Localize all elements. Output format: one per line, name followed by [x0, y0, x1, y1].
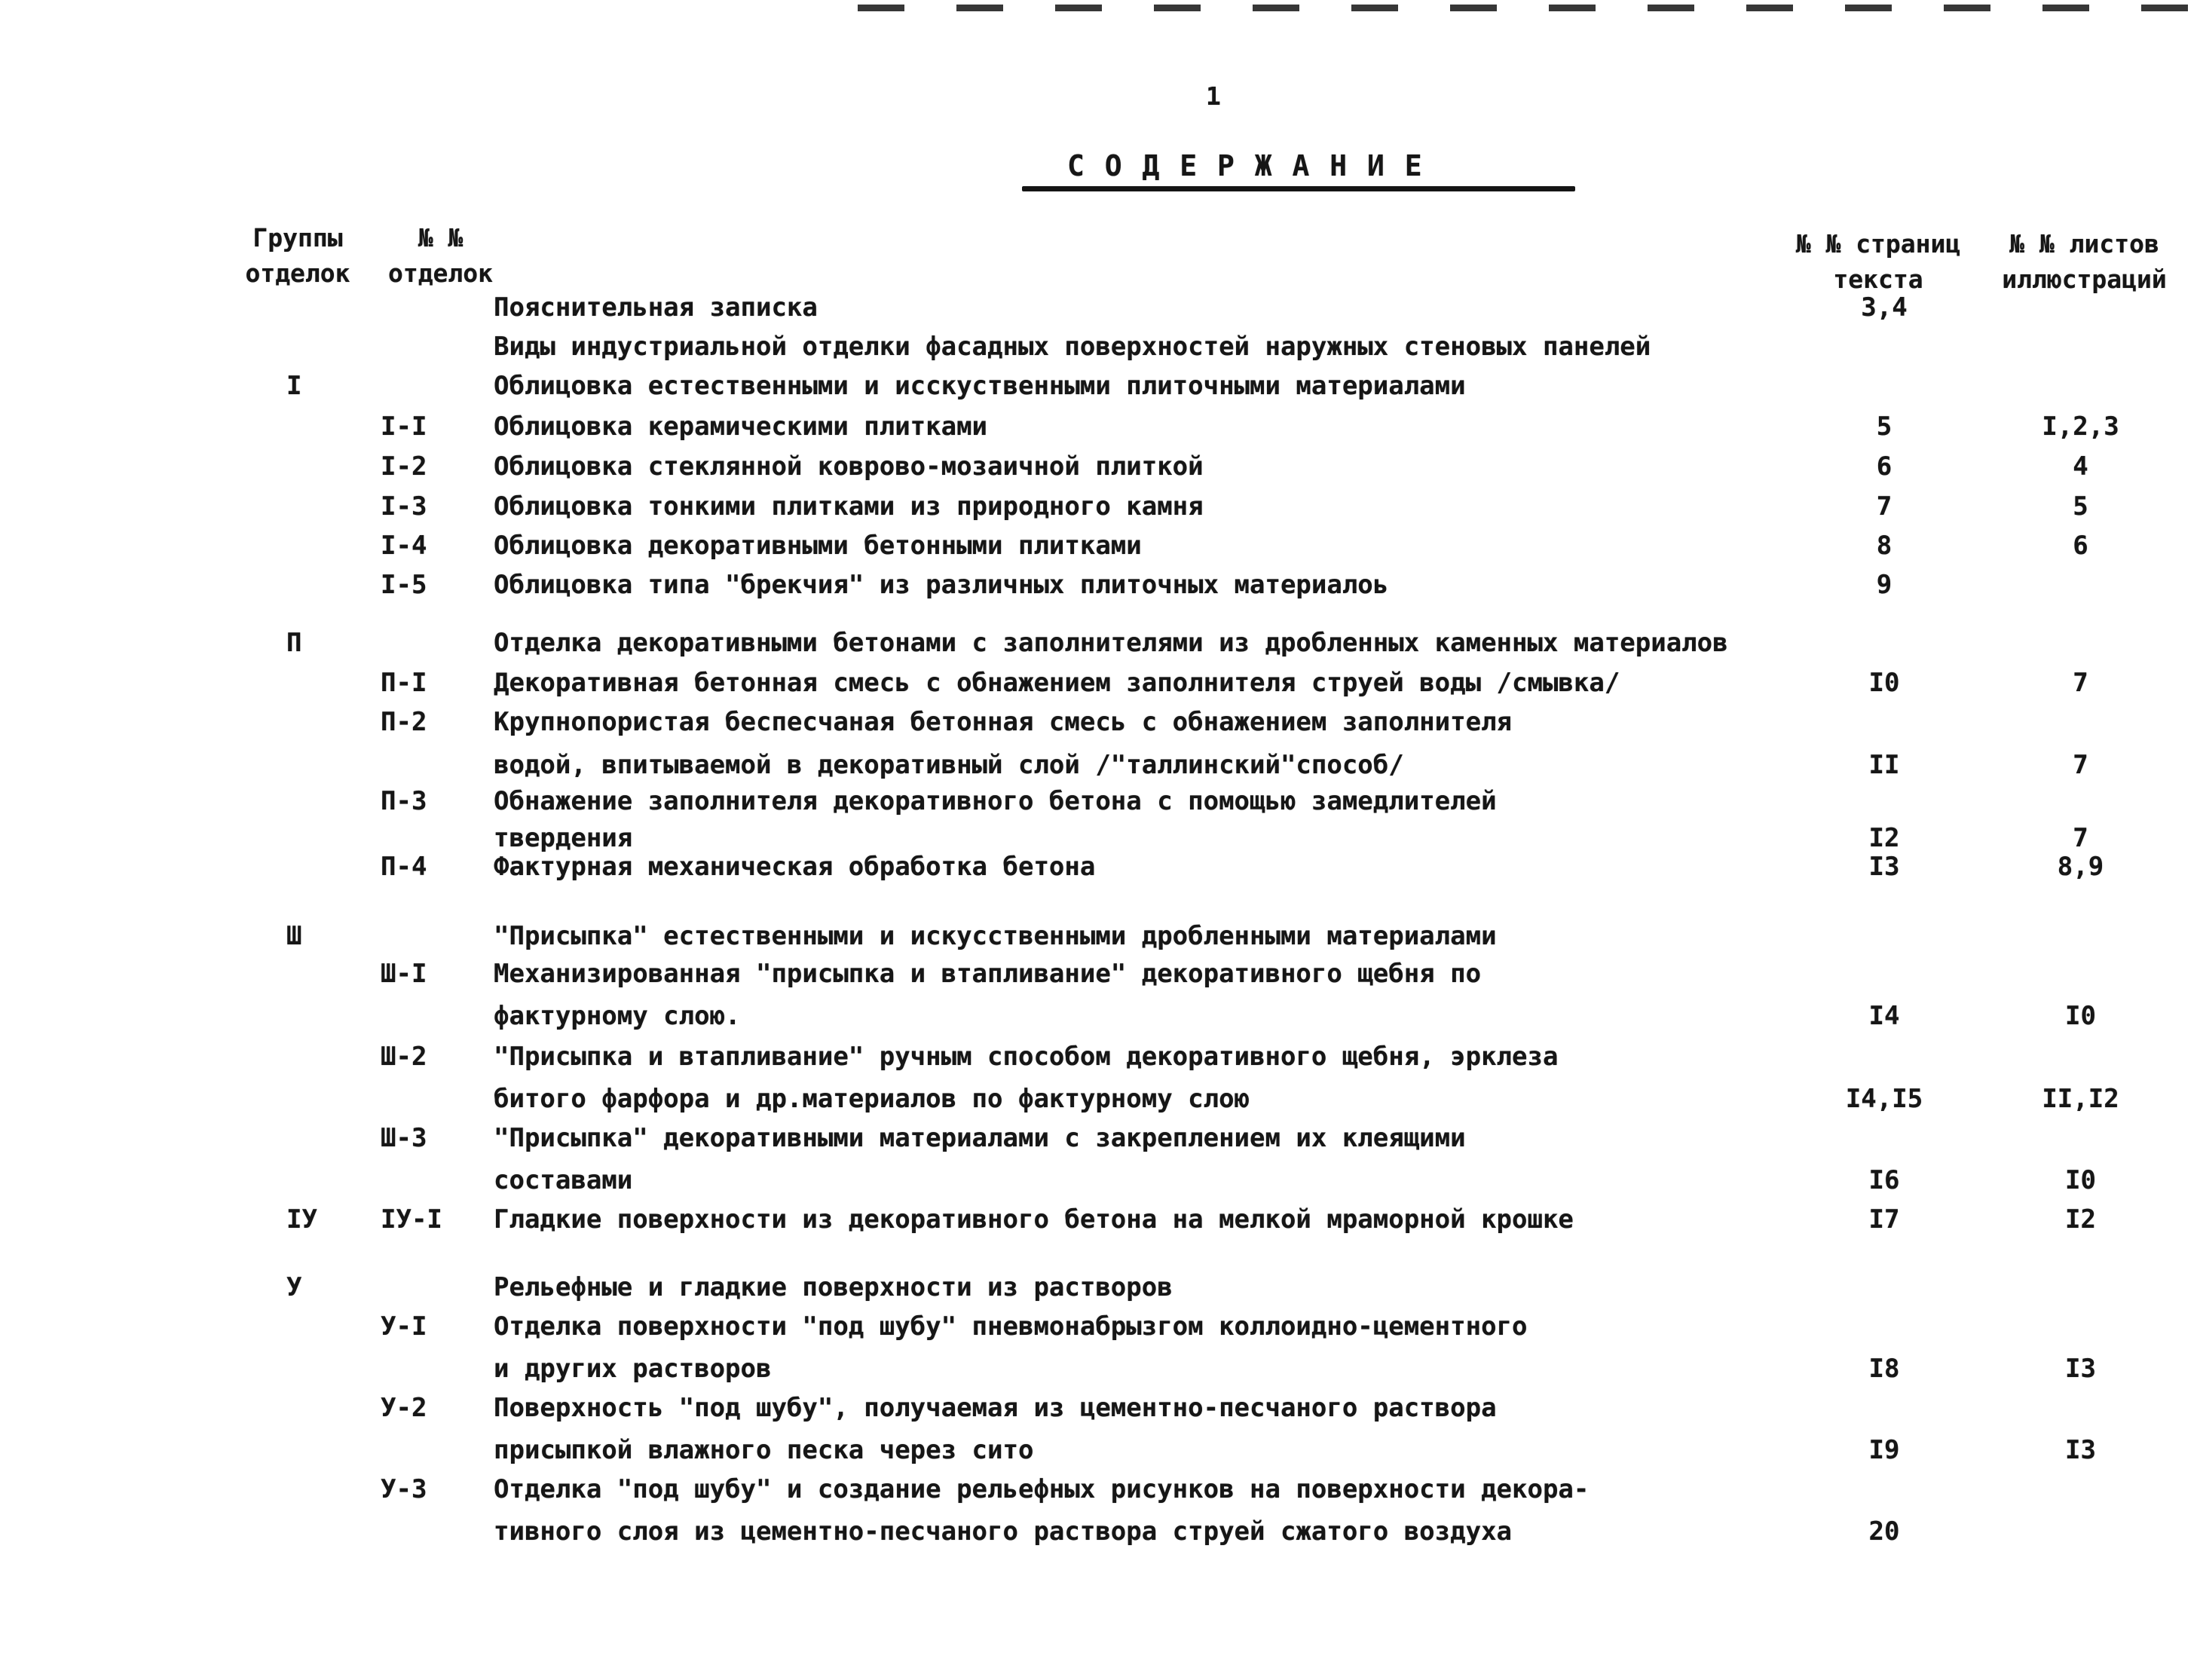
text-pages-cell: 5 — [1876, 412, 1892, 442]
description-cell: Декоративная бетонная смесь с обнажением заполнителя струей воды /смывка/ — [494, 668, 1620, 698]
group-cell: У — [286, 1272, 302, 1302]
text-pages-cell: I7 — [1868, 1204, 1900, 1235]
description-cell: Отделка поверхности "под шубу" пневмонабрызгом коллоидно-цементного — [494, 1311, 1528, 1342]
toc-line — [0, 1001, 2200, 1036]
code-cell: Ш-3 — [381, 1123, 427, 1153]
toc-line — [0, 1123, 2200, 1158]
toc-line — [0, 786, 2200, 821]
toc-line — [0, 1204, 2200, 1239]
description-cell: Фактурная механическая обработка бетона — [494, 852, 1096, 882]
text-pages-cell: I3 — [1868, 852, 1900, 882]
text-pages-cell: 3,4 — [1861, 292, 1908, 323]
illustration-sheets-cell: I0 — [2065, 1001, 2096, 1031]
description-cell: Поверхность "под шубу", получаемая из цементно-песчаного раствора — [494, 1393, 1497, 1423]
text-pages-cell: I4,I5 — [1845, 1084, 1923, 1114]
toc-line — [0, 1042, 2200, 1076]
code-cell: I-2 — [381, 451, 427, 482]
toc-line — [0, 1272, 2200, 1307]
code-cell: П-4 — [381, 852, 427, 882]
code-cell: I-I — [381, 412, 427, 442]
toc-line — [0, 1393, 2200, 1428]
description-cell: Облицовка тонкими плитками из природного камня — [494, 491, 1204, 522]
description-cell: фактурному слою. — [494, 1001, 741, 1031]
toc-line — [0, 852, 2200, 886]
description-cell: Облицовка керамическими плитками — [494, 412, 988, 442]
description-cell: Виды индустриальной отделки фасадных поверхностей наружных стеновых панелей — [494, 332, 1651, 362]
description-cell: тивного слоя из цементно-песчаного раствора струей сжатого воздуха — [494, 1516, 1513, 1547]
text-pages-cell: I2 — [1868, 823, 1900, 853]
text-pages-cell: I0 — [1868, 668, 1900, 698]
toc-line — [0, 1516, 2200, 1551]
text-pages-cell: I8 — [1868, 1354, 1900, 1384]
group-cell: IУ — [286, 1204, 317, 1235]
toc-line — [0, 1435, 2200, 1470]
column-header-codes-line1: № № — [418, 223, 464, 252]
text-pages-cell: 20 — [1868, 1516, 1900, 1547]
description-cell: "Присыпка" декоративными материалами с закреплением их клеящими — [494, 1123, 1466, 1153]
illustration-sheets-cell: II,I2 — [2042, 1084, 2119, 1114]
illustration-sheets-cell: 5 — [2073, 491, 2088, 522]
description-cell: Гладкие поверхности из декоративного бетона на мелкой мраморной крошке — [494, 1204, 1574, 1235]
toc-line — [0, 371, 2200, 405]
text-pages-cell: 9 — [1876, 570, 1892, 600]
toc-line — [0, 707, 2200, 742]
column-header-text-pages-line2: текста — [1833, 265, 1923, 294]
code-cell: Ш-I — [381, 959, 427, 989]
illustration-sheets-cell: 8,9 — [2057, 852, 2104, 882]
column-header-groups-line1: Группы — [252, 223, 343, 252]
column-header-illustration-sheets — [1973, 226, 2195, 297]
text-pages-cell: I4 — [1868, 1001, 1900, 1031]
description-cell: Механизированная "присыпка и втапливание" декоративного щебня по — [494, 959, 1482, 989]
scan-edge-artifacts — [858, 5, 2200, 11]
code-cell: У-2 — [381, 1393, 427, 1423]
column-header-illustration-sheets-line2: иллюстраций — [2002, 265, 2167, 294]
text-pages-cell: 7 — [1876, 491, 1892, 522]
description-cell: Отделка "под шубу" и создание рельефных рисунков на поверхности декора- — [494, 1474, 1590, 1504]
toc-line — [0, 959, 2200, 993]
toc-line — [0, 531, 2200, 565]
code-cell: Ш-2 — [381, 1042, 427, 1072]
code-cell: П-2 — [381, 707, 427, 737]
description-cell: "Присыпка и втапливание" ручным способом декоративного щебня, эрклеза — [494, 1042, 1559, 1072]
toc-line — [0, 332, 2200, 366]
toc-line — [0, 750, 2200, 785]
illustration-sheets-cell: I2 — [2065, 1204, 2096, 1235]
toc-line — [0, 668, 2200, 702]
illustration-sheets-cell: 7 — [2073, 750, 2088, 780]
toc-line — [0, 451, 2200, 486]
illustration-sheets-cell: I,2,3 — [2042, 412, 2119, 442]
code-cell: У-3 — [381, 1474, 427, 1504]
code-cell: У-I — [381, 1311, 427, 1342]
toc-line — [0, 292, 2200, 327]
toc-line — [0, 1311, 2200, 1346]
column-header-text-pages — [1780, 226, 1976, 297]
text-pages-cell: 6 — [1876, 451, 1892, 482]
description-cell: битого фарфора и др.материалов по фактурному слою — [494, 1084, 1250, 1114]
illustration-sheets-cell: 6 — [2073, 531, 2088, 561]
group-cell: I — [286, 371, 302, 401]
code-cell: П-3 — [381, 786, 427, 816]
description-cell: Рельефные и гладкие поверхности из растворов — [494, 1272, 1173, 1302]
illustration-sheets-cell: I3 — [2065, 1354, 2096, 1384]
column-header-codes — [371, 220, 510, 291]
text-pages-cell: I6 — [1868, 1165, 1900, 1195]
column-header-text-pages-line1: № № страниц — [1795, 229, 1961, 259]
description-cell: Облицовка типа "брекчия" из различных плиточных материалоь — [494, 570, 1389, 600]
code-cell: I-5 — [381, 570, 427, 600]
doc-title: С О Д Е Р Ж А Н И Е — [1067, 149, 1424, 182]
title-underline — [1022, 186, 1575, 191]
illustration-sheets-cell: 7 — [2073, 668, 2088, 698]
illustration-sheets-cell: 7 — [2073, 823, 2088, 853]
code-cell: I-4 — [381, 531, 427, 561]
toc-line — [0, 921, 2200, 956]
description-cell: Облицовка декоративными бетонными плитками — [494, 531, 1142, 561]
description-cell: твердения — [494, 823, 633, 853]
toc-line — [0, 1474, 2200, 1509]
description-cell: Отделка декоративными бетонами с заполнителями из дробленных каменных материалов — [494, 628, 1728, 658]
code-cell: П-I — [381, 668, 427, 698]
description-cell: Обнажение заполнителя декоративного бетона с помощью замедлителей — [494, 786, 1497, 816]
illustration-sheets-cell: 4 — [2073, 451, 2088, 482]
toc-line — [0, 628, 2200, 663]
illustration-sheets-cell: I3 — [2065, 1435, 2096, 1465]
description-cell: водой, впитываемой в декоративный слой /"таллинский"способ/ — [494, 750, 1404, 780]
toc-line — [0, 491, 2200, 526]
description-cell: Пояснительная записка — [494, 292, 818, 323]
toc-line — [0, 1354, 2200, 1388]
code-cell: I-3 — [381, 491, 427, 522]
group-cell: Ш — [286, 921, 302, 951]
group-cell: П — [286, 628, 302, 658]
toc-line — [0, 1084, 2200, 1118]
toc-line — [0, 570, 2200, 604]
description-cell: составами — [494, 1165, 633, 1195]
description-cell: "Присыпка" естественными и искусственными дробленными материалами — [494, 921, 1497, 951]
description-cell: Облицовка естественными и исскуственными плиточными материалами — [494, 371, 1466, 401]
column-header-codes-line2: отделок — [387, 259, 494, 288]
description-cell: и других растворов — [494, 1354, 772, 1384]
text-pages-cell: I9 — [1868, 1435, 1900, 1465]
column-header-groups — [226, 220, 369, 291]
code-cell: IУ-I — [381, 1204, 442, 1235]
description-cell: Облицовка стеклянной коврово-мозаичной плиткой — [494, 451, 1204, 482]
description-cell: присыпкой влажного песка через сито — [494, 1435, 1034, 1465]
column-header-illustration-sheets-line1: № № листов — [2009, 229, 2159, 259]
toc-line — [0, 412, 2200, 446]
toc-line — [0, 1165, 2200, 1200]
page-number: 1 — [1206, 81, 1221, 111]
column-header-groups-line2: отделок — [245, 259, 350, 288]
description-cell: Крупнопористая беспесчаная бетонная смесь с обнажением заполнителя — [494, 707, 1513, 737]
illustration-sheets-cell: I0 — [2065, 1165, 2096, 1195]
text-pages-cell: 8 — [1876, 531, 1892, 561]
text-pages-cell: II — [1868, 750, 1900, 780]
